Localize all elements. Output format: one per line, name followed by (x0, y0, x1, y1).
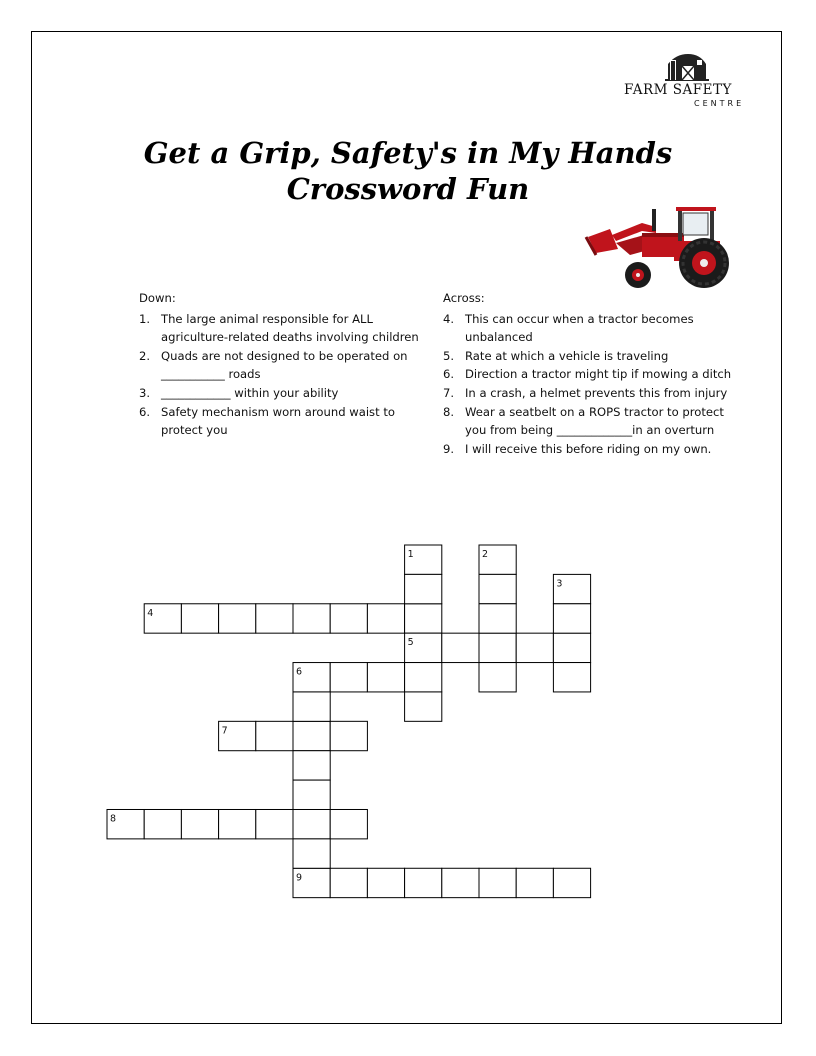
crossword-cell[interactable] (479, 663, 516, 692)
crossword-cell[interactable] (293, 604, 330, 633)
crossword-cell[interactable] (330, 663, 367, 692)
clue-text: Quads are not designed to be operated on ___________ roads (161, 348, 408, 382)
crossword-cell[interactable] (405, 604, 442, 633)
crossword-cell[interactable] (479, 604, 516, 633)
crossword-number-9: 9 (296, 872, 303, 884)
crossword-cell[interactable] (181, 604, 218, 633)
page-title: Get a Grip, Safety's in My Hands (143, 136, 673, 170)
crossword-cell[interactable] (330, 809, 367, 838)
page-subtitle: Crossword Fun (286, 172, 530, 206)
clue-number: 3. (139, 385, 151, 400)
crossword-number-6: 6 (296, 666, 303, 678)
clue-number: 1. (139, 311, 151, 326)
clue-text: In a crash, a helmet prevents this from injury (465, 385, 728, 400)
crossword-cell[interactable] (293, 692, 330, 721)
crossword-cell[interactable] (181, 809, 218, 838)
crossword-cell[interactable] (553, 663, 590, 692)
clue-text: The large animal responsible for ALL agriculture-related deaths involving children (161, 311, 419, 345)
crossword-number-7: 7 (221, 725, 228, 737)
clue-number: 5. (443, 348, 455, 363)
clue-text: ____________ within your ability (161, 385, 339, 400)
clue-number: 4. (443, 311, 455, 326)
clue-number: 7. (443, 385, 455, 400)
clue-text: I will receive this before riding on my own. (465, 441, 712, 456)
clue-text: Wear a seatbelt on a ROPS tractor to protect you from being _____________in an overturn (465, 404, 724, 438)
clue-number: 6. (443, 367, 455, 382)
crossword-cell[interactable] (293, 721, 330, 750)
clue-number: 2. (139, 348, 151, 363)
crossword-number-1: 1 (407, 549, 414, 560)
crossword-cell[interactable] (442, 633, 479, 662)
crossword-cell[interactable] (479, 633, 516, 662)
crossword-cell[interactable] (367, 663, 404, 692)
crossword-cell[interactable] (330, 721, 367, 750)
clue-text: This can occur when a tractor becomes unbalanced (465, 311, 694, 345)
crossword-cell[interactable] (293, 780, 330, 809)
clue-text: Rate at which a vehicle is traveling (465, 348, 669, 363)
clue-text: Direction a tractor might tip if mowing a ditch (465, 367, 732, 382)
crossword-cell[interactable] (367, 604, 404, 633)
crossword-cell[interactable] (405, 692, 442, 721)
down-heading: Down: (139, 291, 176, 305)
crossword-cell[interactable] (256, 604, 293, 633)
crossword-cell[interactable] (219, 809, 256, 838)
crossword-number-8: 8 (110, 813, 117, 825)
across-heading: Across: (443, 291, 485, 305)
crossword-cell[interactable] (553, 868, 590, 897)
crossword-number-4: 4 (147, 607, 154, 619)
crossword-cell[interactable] (479, 868, 516, 897)
clue-number: 9. (443, 441, 455, 456)
logo-sub: CENTRE (694, 99, 745, 108)
crossword-cell[interactable] (330, 604, 367, 633)
crossword-cell[interactable] (330, 868, 367, 897)
crossword-cell[interactable] (479, 574, 516, 603)
crossword-cell[interactable] (516, 868, 553, 897)
crossword-cell[interactable] (293, 751, 330, 780)
crossword-number-5: 5 (407, 637, 414, 649)
crossword-number-2: 2 (482, 549, 489, 560)
crossword-cell[interactable] (219, 604, 256, 633)
crossword-cell[interactable] (293, 839, 330, 868)
crossword-cell[interactable] (405, 663, 442, 692)
crossword-cell[interactable] (367, 868, 404, 897)
crossword-cell[interactable] (256, 721, 293, 750)
clue-text: Safety mechanism worn around waist to protect you (161, 404, 395, 438)
clue-number: 8. (443, 404, 455, 419)
crossword-cell[interactable] (553, 633, 590, 662)
crossword-cell[interactable] (553, 604, 590, 633)
crossword-cell[interactable] (256, 809, 293, 838)
logo-brand: FARM SAFETY (624, 82, 732, 98)
crossword-cell[interactable] (405, 574, 442, 603)
crossword-cell[interactable] (293, 809, 330, 838)
crossword-cell[interactable] (516, 633, 553, 662)
crossword-number-3: 3 (556, 578, 563, 590)
clue-number: 6. (139, 404, 151, 419)
crossword-cell[interactable] (144, 809, 181, 838)
crossword-cell[interactable] (405, 868, 442, 897)
crossword-cell[interactable] (442, 868, 479, 897)
